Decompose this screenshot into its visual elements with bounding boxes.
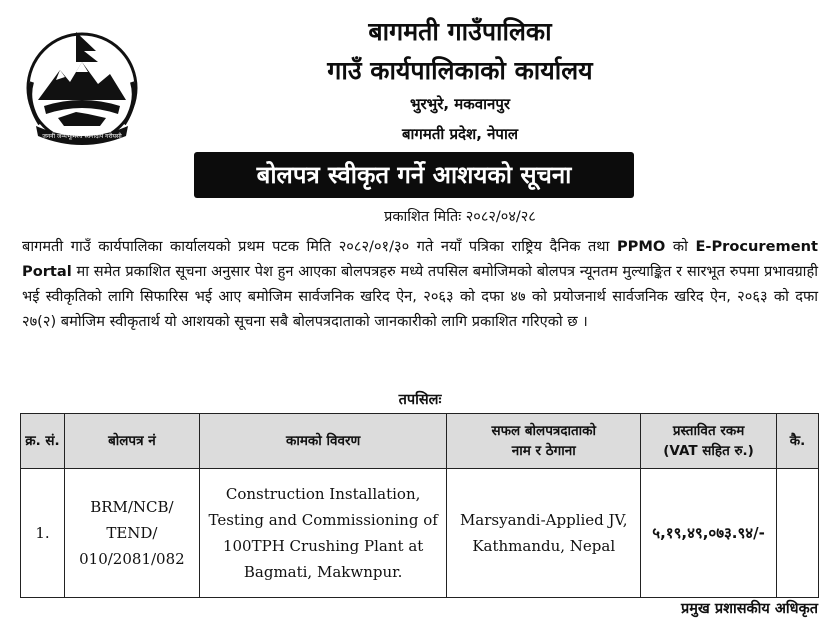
- office-location: भुरभुरे, मकवानपुर: [410, 95, 510, 113]
- signature-title: प्रमुख प्रशासकीय अधिकृत: [681, 601, 818, 617]
- cell-work: Construction Installation, Testing and Commissioning of 100TPH Crushing Plant at Bagmati, Makwnpur.: [199, 469, 447, 598]
- portal-text: E-Procurement Portal: [22, 238, 818, 280]
- col-header-sn: क्र. सं.: [21, 414, 65, 469]
- cell-bid-no: BRM/NCB/ TEND/ 010/2081/082: [64, 469, 199, 598]
- col-header-amount: [641, 414, 777, 469]
- notice-body: [22, 234, 818, 334]
- amount-header-line1: प्रस्तावित रकम: [672, 423, 745, 439]
- award-table: [20, 413, 819, 598]
- bidder-header-line2: नाम र ठेगाना: [511, 443, 576, 459]
- published-date: प्रकाशित मितिः २०८२/०४/२८: [384, 209, 536, 225]
- cell-bidder: Marsyandi-Applied JV, Kathmandu, Nepal: [447, 469, 641, 598]
- body-text-1: बागमती गाउँ कार्यपालिका कार्यालयको प्रथम पटक मिति २०८२/०१/३० गते नयाँ पत्रिका राष्ट्रिय दैनिक तथा: [22, 238, 617, 255]
- details-label: तपसिलः: [398, 392, 442, 408]
- table-header-row: [21, 414, 819, 469]
- office-name: बागमती गाउँपालिका: [368, 17, 552, 46]
- col-header-work: कामको विवरण: [199, 414, 447, 469]
- office-title: गाउँ कार्यपालिकाको कार्यालय: [327, 56, 593, 85]
- amount-header-line2: (VAT सहित रु.): [663, 443, 754, 459]
- table-row: [21, 469, 819, 598]
- body-text-3: मा समेत प्रकाशित सूचना अनुसार पेश हुन आएका बोलपत्रहरु मध्ये तपसिल बमोजिमको बोलपत्र न्यूनतम मुल्याङ्कित र सारभूत रुपमा प्रभावग्राही भई स्वीकृतिको लागि सिफारिस भई आए बमोजिम सार्वजनिक खरिद ऐन, २०६३ को दफा ४७ को प्रयोजनार्थ सार्वजनिक खरिद ऐन, २०६३ को दफा २७(२) बमोजिम स्वीकृतार्थ यो आशयको सूचना सबै बोलपत्रदाताको जानकारीको लागि प्रकाशित गरिएको छ ।: [22, 263, 818, 330]
- cell-sn: 1.: [21, 469, 65, 598]
- col-header-bid-no: बोलपत्र नं: [64, 414, 199, 469]
- cell-amount: ५,१९,४९,०७३.९४/-: [641, 469, 777, 598]
- col-header-remarks: कै.: [777, 414, 819, 469]
- notice-title: बोलपत्र स्वीकृत गर्ने आशयको सूचना: [194, 152, 634, 198]
- ppmo-text: PPMO: [616, 238, 666, 255]
- bidder-header-line1: सफल बोलपत्रदाताको: [491, 423, 597, 439]
- emblem-motto: जननी जन्मभूमिश्च स्वर्गादपि गरीयसी: [42, 133, 122, 140]
- office-province: बागमती प्रदेश, नेपाल: [401, 125, 519, 143]
- col-header-bidder: [447, 414, 641, 469]
- body-text-2: को: [665, 238, 696, 255]
- cell-remarks: [777, 469, 819, 598]
